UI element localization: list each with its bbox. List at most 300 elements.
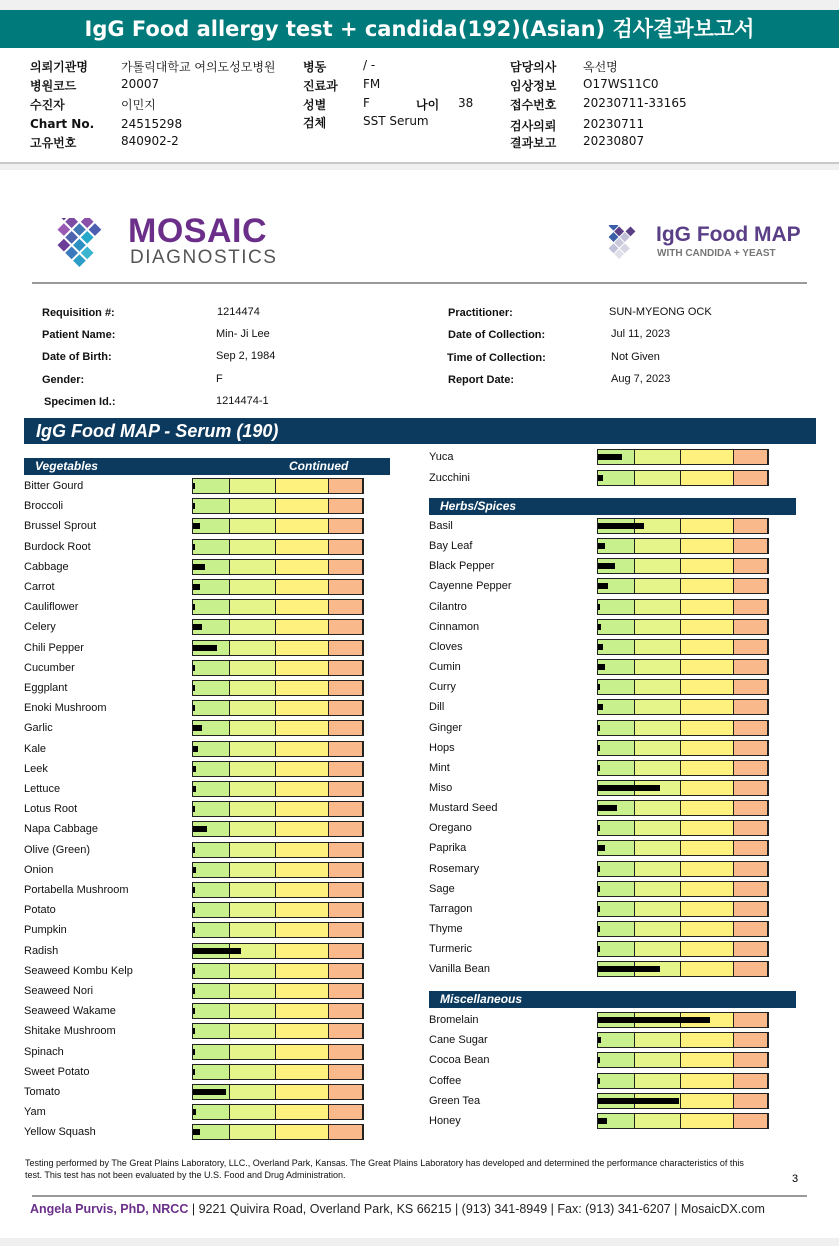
result-level bbox=[598, 926, 600, 932]
header-value: 24515298 bbox=[121, 117, 183, 131]
zone-2 bbox=[635, 721, 681, 735]
food-result-bar bbox=[192, 741, 364, 757]
food-result-bar bbox=[597, 1093, 769, 1109]
food-result-bar bbox=[192, 720, 364, 736]
zone-2 bbox=[230, 883, 276, 897]
food-result-bar bbox=[597, 558, 769, 574]
result-level bbox=[193, 948, 241, 954]
brand-subtitle: DIAGNOSTICS bbox=[130, 247, 278, 268]
zone-4 bbox=[734, 841, 768, 855]
zone-3 bbox=[681, 962, 734, 976]
zone-1 bbox=[193, 1045, 230, 1059]
result-level bbox=[598, 624, 601, 630]
zone-4 bbox=[329, 641, 363, 655]
zone-4 bbox=[329, 1105, 363, 1119]
food-name: Cane Sugar bbox=[429, 1034, 488, 1047]
zone-3 bbox=[276, 1045, 329, 1059]
zone-2 bbox=[635, 1053, 681, 1067]
food-name: Seaweed Wakame bbox=[24, 1005, 116, 1018]
zone-3 bbox=[681, 801, 734, 815]
zone-4 bbox=[734, 1013, 768, 1027]
zone-3 bbox=[276, 641, 329, 655]
zone-1 bbox=[598, 741, 635, 755]
zone-3 bbox=[681, 781, 734, 795]
zone-3 bbox=[681, 1074, 734, 1088]
zone-3 bbox=[681, 450, 734, 464]
food-name: Coffee bbox=[429, 1074, 462, 1087]
food-name: Seaweed Nori bbox=[24, 985, 94, 997]
zone-3 bbox=[276, 802, 329, 816]
result-level bbox=[193, 624, 202, 630]
zone-3 bbox=[276, 661, 329, 675]
food-name: Kale bbox=[24, 742, 47, 755]
zone-3 bbox=[276, 1004, 329, 1018]
zone-4 bbox=[329, 560, 363, 574]
food-name: Cabbage bbox=[24, 560, 69, 573]
zone-4 bbox=[734, 450, 768, 464]
food-result-bar bbox=[597, 941, 769, 957]
food-result-bar bbox=[597, 740, 769, 756]
header-value: SST Serum bbox=[363, 114, 429, 128]
zone-4 bbox=[329, 1024, 363, 1038]
header-label: 진료과 bbox=[303, 79, 338, 93]
zone-1 bbox=[193, 984, 230, 998]
zone-2 bbox=[635, 902, 681, 916]
section-misc bbox=[429, 991, 796, 1008]
zone-2 bbox=[635, 1033, 681, 1047]
zone-3 bbox=[681, 902, 734, 916]
food-name: Miso bbox=[429, 781, 453, 794]
zone-3 bbox=[681, 579, 734, 593]
zone-4 bbox=[329, 1085, 363, 1099]
info-value: Min- Ji Lee bbox=[216, 328, 270, 340]
zone-2 bbox=[635, 741, 681, 755]
zone-3 bbox=[681, 922, 734, 936]
zone-2 bbox=[635, 450, 681, 464]
food-name: Cumin bbox=[429, 661, 461, 674]
zone-1 bbox=[598, 1033, 635, 1047]
food-name: Basil bbox=[429, 520, 453, 532]
zone-1 bbox=[193, 1004, 230, 1018]
zone-2 bbox=[635, 801, 681, 815]
zone-3 bbox=[276, 1085, 329, 1099]
food-name: Carrot bbox=[24, 581, 55, 593]
zone-3 bbox=[681, 471, 734, 485]
info-label: Date of Birth: bbox=[42, 351, 112, 363]
food-result-bar bbox=[597, 840, 769, 856]
info-value: Jul 11, 2023 bbox=[611, 328, 671, 340]
zone-4 bbox=[734, 680, 768, 694]
zone-2 bbox=[635, 841, 681, 855]
food-result-bar bbox=[192, 1064, 364, 1080]
zone-1 bbox=[598, 862, 635, 876]
result-level bbox=[598, 563, 615, 569]
food-name: Eggplant bbox=[24, 682, 68, 694]
food-name: Cayenne Pepper bbox=[429, 580, 512, 593]
zone-1 bbox=[193, 681, 230, 695]
header-label: 검체 bbox=[303, 116, 327, 130]
zone-4 bbox=[734, 660, 768, 674]
zone-4 bbox=[734, 902, 768, 916]
zone-2 bbox=[230, 923, 276, 937]
header-value: 20007 bbox=[121, 77, 160, 91]
header-label: 의뢰기관명 bbox=[30, 60, 88, 74]
zone-2 bbox=[230, 661, 276, 675]
zone-4 bbox=[329, 822, 363, 836]
zone-4 bbox=[734, 1094, 768, 1108]
food-name: Potato bbox=[24, 904, 56, 917]
food-result-bar bbox=[192, 821, 364, 837]
zone-3 bbox=[276, 883, 329, 897]
zone-4 bbox=[329, 742, 363, 756]
food-result-bar bbox=[597, 449, 769, 465]
zone-4 bbox=[329, 701, 363, 715]
result-level bbox=[193, 1008, 195, 1014]
info-label: Date of Collection: bbox=[448, 329, 546, 341]
food-name: Mint bbox=[429, 761, 450, 774]
zone-1 bbox=[598, 942, 635, 956]
header-value: FM bbox=[363, 77, 381, 91]
food-name: Spinach bbox=[24, 1045, 64, 1058]
header-label: 결과보고 bbox=[510, 136, 557, 150]
zone-1 bbox=[193, 964, 230, 978]
zone-1 bbox=[598, 761, 635, 775]
result-level bbox=[193, 564, 205, 570]
brand-name: MOSAIC bbox=[128, 212, 267, 250]
food-name: Thyme bbox=[429, 923, 463, 935]
header-label: 임상정보 bbox=[510, 79, 557, 93]
food-name: Cilantro bbox=[429, 600, 467, 613]
info-value: Sep 2, 1984 bbox=[216, 350, 276, 362]
result-level bbox=[193, 786, 196, 792]
result-level bbox=[598, 1098, 679, 1104]
info-value: 1214474 bbox=[217, 306, 260, 318]
zone-3 bbox=[276, 1065, 329, 1079]
food-result-bar bbox=[192, 539, 364, 555]
food-result-bar bbox=[597, 820, 769, 836]
zone-4 bbox=[329, 499, 363, 513]
info-value: Aug 7, 2023 bbox=[611, 373, 671, 385]
info-value: F bbox=[216, 373, 223, 385]
zone-2 bbox=[635, 821, 681, 835]
zone-1 bbox=[193, 802, 230, 816]
result-level bbox=[598, 664, 605, 670]
zone-2 bbox=[230, 1065, 276, 1079]
zone-2 bbox=[635, 761, 681, 775]
zone-3 bbox=[276, 822, 329, 836]
food-result-bar bbox=[597, 518, 769, 534]
zone-1 bbox=[193, 903, 230, 917]
food-result-bar bbox=[192, 559, 364, 575]
zone-3 bbox=[681, 519, 734, 533]
zone-1 bbox=[193, 1105, 230, 1119]
food-result-bar bbox=[597, 780, 769, 796]
zone-2 bbox=[230, 802, 276, 816]
info-label: Patient Name: bbox=[42, 329, 116, 341]
zone-4 bbox=[734, 922, 768, 936]
header-label: 성별 bbox=[303, 98, 327, 112]
info-value: SUN-MYEONG OCK bbox=[609, 306, 712, 318]
result-level bbox=[598, 1118, 607, 1124]
zone-3 bbox=[681, 559, 734, 573]
food-name: Cocoa Bean bbox=[429, 1054, 490, 1067]
food-name: Vanilla Bean bbox=[429, 963, 490, 976]
zone-3 bbox=[276, 984, 329, 998]
zone-3 bbox=[276, 620, 329, 634]
food-name: Curry bbox=[429, 681, 456, 694]
food-name: Garlic bbox=[24, 722, 53, 735]
food-result-bar bbox=[192, 680, 364, 696]
result-level bbox=[193, 847, 195, 853]
food-result-bar bbox=[597, 961, 769, 977]
food-name: Yellow Squash bbox=[24, 1126, 96, 1139]
header-value: 20230711 bbox=[583, 117, 645, 131]
result-level bbox=[193, 746, 198, 752]
zone-4 bbox=[734, 1033, 768, 1047]
zone-4 bbox=[329, 782, 363, 796]
result-level bbox=[193, 705, 195, 711]
food-result-bar bbox=[597, 619, 769, 635]
zone-2 bbox=[230, 742, 276, 756]
food-result-bar bbox=[597, 1073, 769, 1089]
header-label: 고유번호 bbox=[30, 136, 77, 150]
zone-2 bbox=[635, 559, 681, 573]
product-subtitle: WITH CANDIDA + YEAST bbox=[657, 248, 776, 259]
zone-4 bbox=[734, 1074, 768, 1088]
zone-4 bbox=[734, 821, 768, 835]
food-result-bar bbox=[192, 761, 364, 777]
header-label: 담당의사 bbox=[510, 60, 557, 74]
food-result-bar bbox=[597, 881, 769, 897]
zone-3 bbox=[681, 721, 734, 735]
zone-1 bbox=[193, 701, 230, 715]
result-level bbox=[193, 867, 196, 873]
zone-4 bbox=[329, 903, 363, 917]
food-name: Cauliflower bbox=[24, 601, 79, 614]
food-name: Lettuce bbox=[24, 783, 61, 795]
zone-2 bbox=[230, 519, 276, 533]
food-result-bar bbox=[192, 660, 364, 676]
food-result-bar bbox=[192, 640, 364, 656]
food-result-bar bbox=[192, 842, 364, 858]
zone-1 bbox=[193, 742, 230, 756]
zone-1 bbox=[193, 479, 230, 493]
zone-1 bbox=[598, 1053, 635, 1067]
result-level bbox=[598, 866, 600, 872]
food-result-bar bbox=[192, 498, 364, 514]
result-level bbox=[598, 765, 600, 771]
result-level bbox=[193, 645, 217, 651]
report-title: IgG Food allergy test + candida(192)(Asian) 검사결과보고서 bbox=[0, 10, 839, 48]
zone-4 bbox=[734, 942, 768, 956]
header-label: 병동 bbox=[303, 60, 327, 74]
zone-4 bbox=[734, 579, 768, 593]
food-name: Radish bbox=[24, 944, 59, 957]
header-value: O17WS11C0 bbox=[583, 77, 659, 91]
zone-4 bbox=[734, 600, 768, 614]
result-level bbox=[598, 1057, 600, 1063]
zone-1 bbox=[193, 843, 230, 857]
zone-2 bbox=[230, 782, 276, 796]
info-label: Practitioner: bbox=[448, 307, 513, 319]
food-result-bar bbox=[597, 1052, 769, 1068]
zone-3 bbox=[276, 1125, 329, 1139]
zone-3 bbox=[276, 923, 329, 937]
food-result-bar bbox=[597, 1032, 769, 1048]
food-name: Pumpkin bbox=[24, 924, 67, 937]
food-result-bar bbox=[597, 679, 769, 695]
header-value: 20230807 bbox=[583, 134, 645, 148]
food-result-bar bbox=[192, 579, 364, 595]
zone-3 bbox=[681, 620, 734, 634]
zone-4 bbox=[329, 964, 363, 978]
section-herbs bbox=[429, 498, 796, 515]
zone-2 bbox=[230, 822, 276, 836]
zone-2 bbox=[635, 539, 681, 553]
address-text: | 9221 Quivira Road, Overland Park, KS 66215 | (913) 341-8949 | Fax: (913) 341-6207 | MosaicDX.com bbox=[188, 1202, 765, 1216]
zone-2 bbox=[635, 620, 681, 634]
food-name: Tomato bbox=[24, 1086, 61, 1098]
food-result-bar bbox=[192, 781, 364, 797]
zone-4 bbox=[734, 862, 768, 876]
food-result-bar bbox=[192, 1124, 364, 1140]
food-name: Cloves bbox=[429, 640, 463, 653]
zone-3 bbox=[681, 660, 734, 674]
food-result-bar bbox=[597, 760, 769, 776]
food-name: Broccoli bbox=[24, 500, 64, 513]
zone-4 bbox=[329, 1125, 363, 1139]
zone-4 bbox=[734, 801, 768, 815]
zone-2 bbox=[230, 681, 276, 695]
zone-4 bbox=[734, 741, 768, 755]
result-level bbox=[598, 1017, 710, 1023]
zone-1 bbox=[193, 600, 230, 614]
food-name: Turmeric bbox=[429, 943, 472, 956]
result-level bbox=[598, 704, 603, 710]
food-result-bar bbox=[192, 922, 364, 938]
zone-1 bbox=[598, 922, 635, 936]
zone-4 bbox=[329, 944, 363, 958]
food-name: Dill bbox=[429, 701, 445, 714]
result-level bbox=[598, 886, 600, 892]
food-result-bar bbox=[192, 862, 364, 878]
food-result-bar bbox=[597, 699, 769, 715]
food-name: Black Pepper bbox=[429, 560, 495, 573]
zone-4 bbox=[329, 540, 363, 554]
zone-4 bbox=[734, 620, 768, 634]
food-result-bar bbox=[597, 720, 769, 736]
disclaimer: Testing performed by The Great Plains Laboratory, LLC., Overland Park, Kansas. The Great Plains Laboratory has developed and determined the performance characteristics of this test. This test has not been evaluated by the U.S. Food and Drug Administration. bbox=[25, 1158, 744, 1180]
food-name: Mustard Seed bbox=[429, 802, 498, 815]
zone-2 bbox=[230, 1125, 276, 1139]
zone-4 bbox=[734, 539, 768, 553]
zone-3 bbox=[276, 499, 329, 513]
zone-2 bbox=[635, 700, 681, 714]
zone-1 bbox=[598, 471, 635, 485]
food-result-bar bbox=[192, 1003, 364, 1019]
zone-3 bbox=[276, 1024, 329, 1038]
food-name: Cucumber bbox=[24, 661, 75, 674]
zone-3 bbox=[276, 519, 329, 533]
igg-map-logo-icon bbox=[593, 225, 651, 259]
food-name: Oregano bbox=[429, 822, 472, 835]
food-result-bar bbox=[597, 861, 769, 877]
food-result-bar bbox=[192, 943, 364, 959]
food-result-bar bbox=[192, 983, 364, 999]
food-name: Cinnamon bbox=[429, 620, 480, 633]
result-level bbox=[193, 907, 195, 913]
zone-3 bbox=[681, 741, 734, 755]
result-level bbox=[598, 583, 608, 589]
zone-4 bbox=[329, 863, 363, 877]
divider bbox=[32, 1195, 807, 1197]
zone-2 bbox=[230, 1045, 276, 1059]
footer-address bbox=[30, 1202, 765, 1216]
food-result-bar bbox=[597, 1012, 769, 1028]
mosaic-logo-icon bbox=[35, 218, 121, 268]
food-result-bar bbox=[597, 578, 769, 594]
food-name: Yam bbox=[24, 1106, 46, 1119]
food-name: Celery bbox=[24, 621, 56, 634]
food-name: Honey bbox=[429, 1115, 461, 1127]
food-result-bar bbox=[192, 1023, 364, 1039]
food-result-bar bbox=[192, 1084, 364, 1100]
zone-4 bbox=[329, 762, 363, 776]
zone-1 bbox=[598, 600, 635, 614]
zone-1 bbox=[193, 762, 230, 776]
zone-3 bbox=[681, 700, 734, 714]
result-level bbox=[598, 1037, 601, 1043]
zone-2 bbox=[230, 620, 276, 634]
result-level bbox=[598, 906, 600, 912]
page-number: 3 bbox=[792, 1173, 799, 1185]
zone-2 bbox=[635, 882, 681, 896]
panel-banner: IgG Food MAP - Serum (190) bbox=[24, 418, 816, 444]
food-name: Sage bbox=[429, 882, 455, 895]
zone-3 bbox=[276, 843, 329, 857]
section-continued: Continued bbox=[289, 459, 349, 473]
zone-3 bbox=[681, 1114, 734, 1128]
food-name: Bitter Gourd bbox=[24, 480, 84, 492]
zone-4 bbox=[329, 1004, 363, 1018]
zone-1 bbox=[193, 782, 230, 796]
zone-1 bbox=[193, 499, 230, 513]
zone-4 bbox=[329, 479, 363, 493]
info-label: Gender: bbox=[42, 374, 85, 386]
zone-3 bbox=[276, 681, 329, 695]
result-level bbox=[193, 1089, 226, 1095]
zone-1 bbox=[598, 640, 635, 654]
zone-3 bbox=[681, 862, 734, 876]
zone-4 bbox=[734, 761, 768, 775]
result-level bbox=[598, 523, 644, 529]
header-value: 옥선명 bbox=[583, 60, 618, 74]
zone-3 bbox=[681, 1053, 734, 1067]
result-level bbox=[598, 684, 600, 690]
zone-3 bbox=[276, 964, 329, 978]
zone-2 bbox=[230, 1085, 276, 1099]
food-name: Shitake Mushroom bbox=[24, 1025, 116, 1038]
zone-3 bbox=[276, 701, 329, 715]
zone-4 bbox=[329, 843, 363, 857]
lab-director: Angela Purvis, PhD, NRCC bbox=[30, 1202, 189, 1216]
food-result-bar bbox=[597, 921, 769, 937]
zone-2 bbox=[230, 540, 276, 554]
header-value: F bbox=[363, 96, 370, 110]
result-level bbox=[193, 544, 195, 550]
result-level bbox=[598, 805, 617, 811]
food-result-bar bbox=[597, 659, 769, 675]
